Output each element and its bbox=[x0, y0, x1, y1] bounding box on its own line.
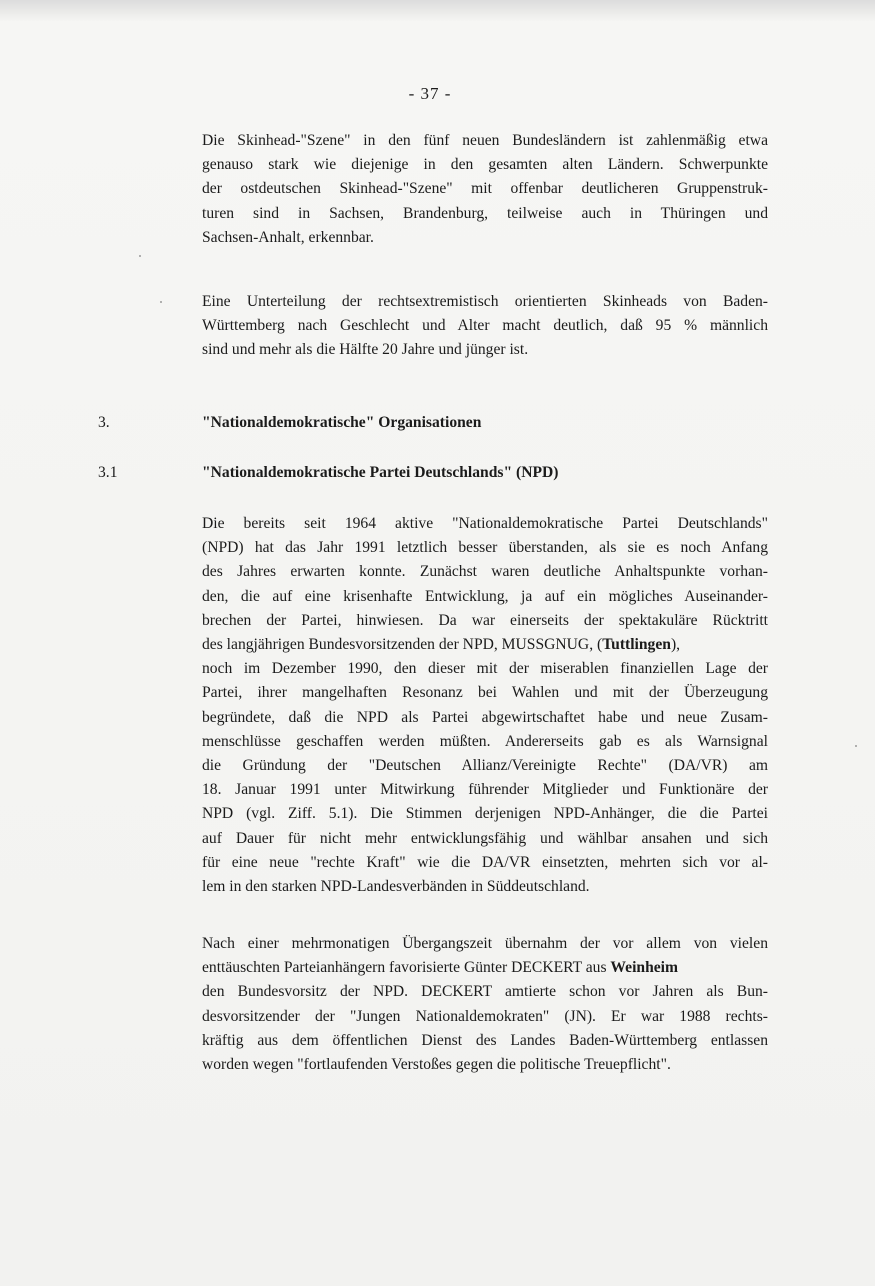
text-line: sind und mehr als die Hälfte 20 Jahre und jünger ist. bbox=[202, 341, 529, 359]
text-line-start: des langjährigen Bundesvorsitzenden der NPD, MUSSGNUG, ( bbox=[202, 636, 603, 654]
text-line bbox=[202, 633, 768, 657]
section-number-3-1: 3.1 bbox=[98, 464, 118, 481]
text-line: den, die auf eine krisenhafte Entwicklung, ja auf ein mögliches Auseinander- bbox=[202, 587, 768, 605]
place-tuttlingen: Tuttlingen bbox=[602, 636, 671, 654]
text-line: Eine Unterteilung der rechtsextremistisch orientierten Skinheads von Baden- bbox=[202, 293, 768, 310]
paragraph-deckert bbox=[202, 932, 768, 1077]
text-line: Nach einer mehrmonatigen Übergangszeit übernahm der vor allem von vielen bbox=[202, 935, 768, 952]
text-line: (NPD) hat das Jahr 1991 letztlich besser überstanden, als sie es noch Anfang bbox=[202, 539, 768, 557]
text-line: auf Dauer für nicht mehr entwicklungsfähig und wählbar ansahen und sich bbox=[202, 829, 768, 847]
paragraph-gender-age bbox=[202, 290, 768, 363]
text-line-start: enttäuschten Parteianhängern favorisierte Günter DECKERT aus bbox=[202, 959, 611, 977]
scan-speck bbox=[160, 301, 162, 303]
place-weinheim: Weinheim bbox=[610, 959, 678, 977]
paragraph-npd-1991 bbox=[202, 512, 768, 899]
text-line: desvorsitzender der "Jungen Nationaldemokraten" (JN). Er war 1988 rechts- bbox=[202, 1007, 768, 1025]
text-line: begründete, daß die NPD als Partei abgewirtschaftet habe und neue Zusam- bbox=[202, 708, 768, 726]
text-line bbox=[202, 956, 768, 980]
paragraph-skinhead-scene bbox=[202, 129, 768, 250]
text-line: den Bundesvorsitz der NPD. DECKERT amtierte schon vor Jahren als Bun- bbox=[202, 983, 768, 1001]
text-line: für eine neue "rechte Kraft" wie die DA/VR einsetzten, mehrten sich vor al- bbox=[202, 853, 768, 871]
text-line: der ostdeutschen Skinhead-"Szene" mit offenbar deutlicheren Gruppenstruk- bbox=[202, 180, 768, 198]
text-line: des Jahres erwarten konnte. Zunächst waren deutliche Anhaltspunkte vorhan- bbox=[202, 563, 768, 581]
text-line: turen sind in Sachsen, Brandenburg, teilweise auch in Thüringen und bbox=[202, 204, 768, 222]
text-line-end: ), bbox=[670, 636, 681, 654]
page-number: - 37 - bbox=[408, 84, 452, 103]
text-line: worden wegen "fortlaufenden Verstoßes gegen die politische Treuepflicht". bbox=[202, 1056, 671, 1074]
text-line: genauso stark wie diejenige in den gesamten alten Ländern. Schwerpunkte bbox=[202, 156, 768, 174]
text-line: menschlüsse geschaffen werden müßten. Andererseits gab es als Warnsignal bbox=[202, 732, 768, 750]
section-title-3-1: "Nationaldemokratische Partei Deutschlands" (NPD) bbox=[202, 464, 559, 481]
text-line: Die bereits seit 1964 aktive "Nationaldemokratische Partei Deutschlands" bbox=[202, 515, 768, 532]
scan-speck bbox=[139, 255, 141, 257]
section-number-3: 3. bbox=[98, 414, 110, 431]
text-line: kräftig aus dem öffentlichen Dienst des Landes Baden-Württemberg entlassen bbox=[202, 1031, 768, 1049]
text-line: Sachsen-Anhalt, erkennbar. bbox=[202, 228, 374, 246]
text-line: noch im Dezember 1990, den dieser mit der miserablen finanziellen Lage der bbox=[202, 660, 768, 678]
text-line: Die Skinhead-"Szene" in den fünf neuen Bundesländern ist zahlenmäßig etwa bbox=[202, 132, 768, 149]
section-title-3: "Nationaldemokratische" Organisationen bbox=[202, 414, 482, 431]
scan-speck bbox=[855, 745, 857, 747]
scan-top-shadow bbox=[0, 0, 875, 22]
text-line: Partei, ihrer mangelhaften Resonanz bei Wahlen und mit der Überzeugung bbox=[202, 684, 768, 702]
text-line: die Gründung der "Deutschen Allianz/Vereinigte Rechte" (DA/VR) am bbox=[202, 757, 768, 775]
text-line: NPD (vgl. Ziff. 5.1). Die Stimmen derjenigen NPD-Anhänger, die die Partei bbox=[202, 805, 768, 823]
text-line: lem in den starken NPD-Landesverbänden in Süddeutschland. bbox=[202, 878, 590, 896]
text-line: 18. Januar 1991 unter Mitwirkung führender Mitglieder und Funktionäre der bbox=[202, 781, 768, 799]
text-line: Württemberg nach Geschlecht und Alter macht deutlich, daß 95 % männlich bbox=[202, 317, 768, 335]
text-line: brechen der Partei, hinwiesen. Da war einerseits der spektakuläre Rücktritt bbox=[202, 611, 768, 629]
